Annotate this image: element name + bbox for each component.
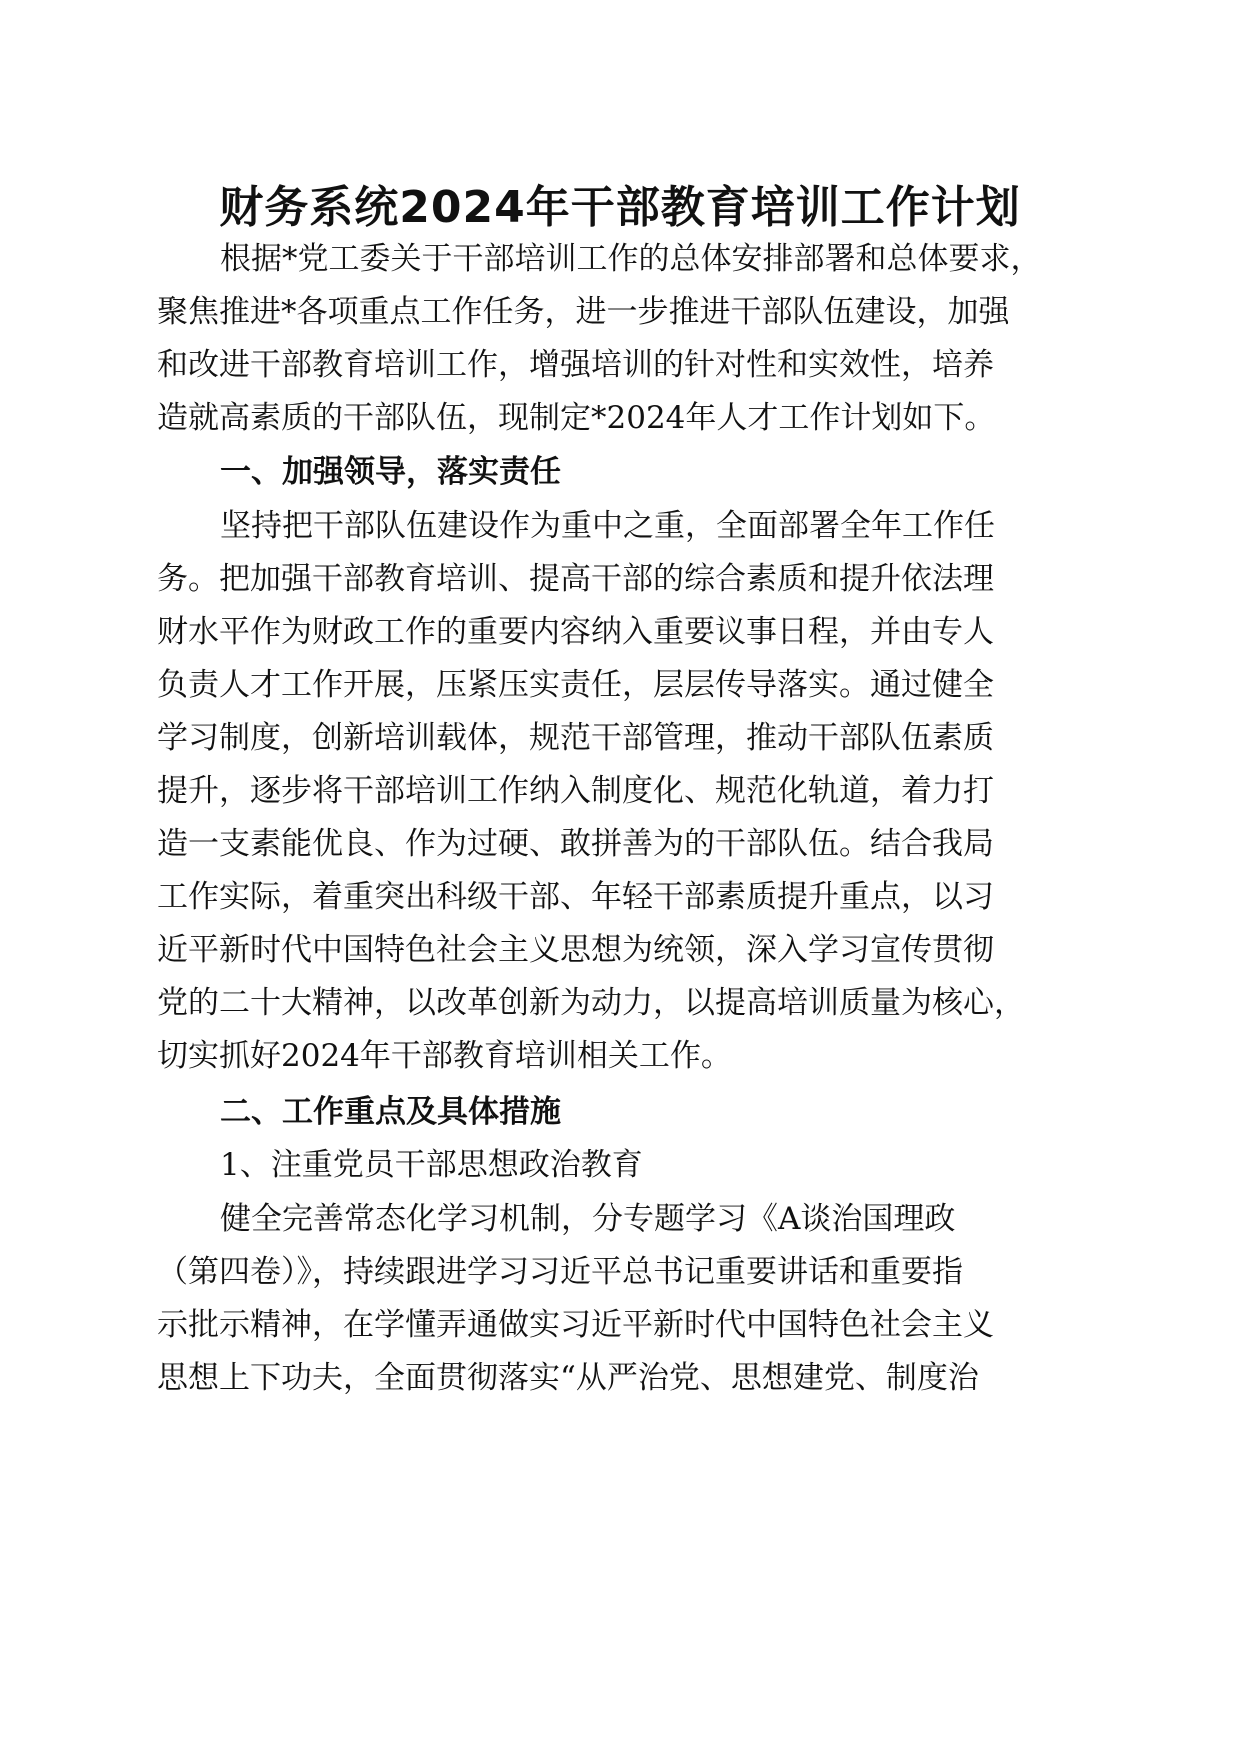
paragraph-line: 坚持把干部队伍建设作为重中之重，全面部署全年工作任 bbox=[220, 508, 995, 544]
paragraph-line: 务。把加强干部教育培训、提高干部的综合素质和提升依法理 bbox=[157, 561, 994, 597]
paragraph-line: 切实抓好2024年干部教育培训相关工作。 bbox=[157, 1038, 732, 1074]
paragraph-line: 健全完善常态化学习机制，分专题学习《A谈治国理政 bbox=[220, 1201, 956, 1237]
paragraph-line: 示批示精神，在学懂弄通做实习近平新时代中国特色社会主义 bbox=[157, 1307, 994, 1343]
paragraph-line: （第四卷）》，持续跟进学习习近平总书记重要讲话和重要指 bbox=[157, 1254, 963, 1290]
paragraph-line: 造一支素能优良、作为过硬、敢拼善为的干部队伍。结合我局 bbox=[157, 826, 994, 862]
paragraph-line: 根据*党工委关于干部培训工作的总体安排部署和总体要求， bbox=[220, 241, 1042, 277]
paragraph-line: 负责人才工作开展，压紧压实责任，层层传导落实。通过健全 bbox=[157, 667, 994, 703]
paragraph-line: 学习制度，创新培训载体，规范干部管理，推动干部队伍素质 bbox=[157, 720, 994, 756]
subsection-heading: 1、注重党员干部思想政治教育 bbox=[220, 1147, 643, 1183]
paragraph-line: 工作实际，着重突出科级干部、年轻干部素质提升重点，以习 bbox=[157, 879, 994, 915]
section-heading-2: 二、工作重点及具体措施 bbox=[220, 1094, 561, 1130]
paragraph-line: 思想上下功夫，全面贯彻落实“从严治党、思想建党、制度治 bbox=[157, 1360, 979, 1396]
paragraph-line: 近平新时代中国特色社会主义思想为统领，深入学习宣传贯彻 bbox=[157, 932, 994, 968]
paragraph-line: 财水平作为财政工作的重要内容纳入重要议事日程，并由专人 bbox=[157, 614, 994, 650]
paragraph-line: 聚焦推进*各项重点工作任务，进一步推进干部队伍建设，加强 bbox=[157, 294, 1010, 330]
document-title: 财务系统2024年干部教育培训工作计划 bbox=[219, 182, 1021, 233]
paragraph-line: 和改进干部教育培训工作，增强培训的针对性和实效性，培养 bbox=[157, 347, 994, 383]
paragraph-line: 造就高素质的干部队伍，现制定*2024年人才工作计划如下。 bbox=[157, 400, 996, 436]
section-heading-1: 一、加强领导，落实责任 bbox=[220, 454, 561, 490]
paragraph-line: 党的二十大精神，以改革创新为动力，以提高培训质量为核心， bbox=[157, 985, 1025, 1021]
paragraph-line: 提升，逐步将干部培训工作纳入制度化、规范化轨道，着力打 bbox=[157, 773, 994, 809]
